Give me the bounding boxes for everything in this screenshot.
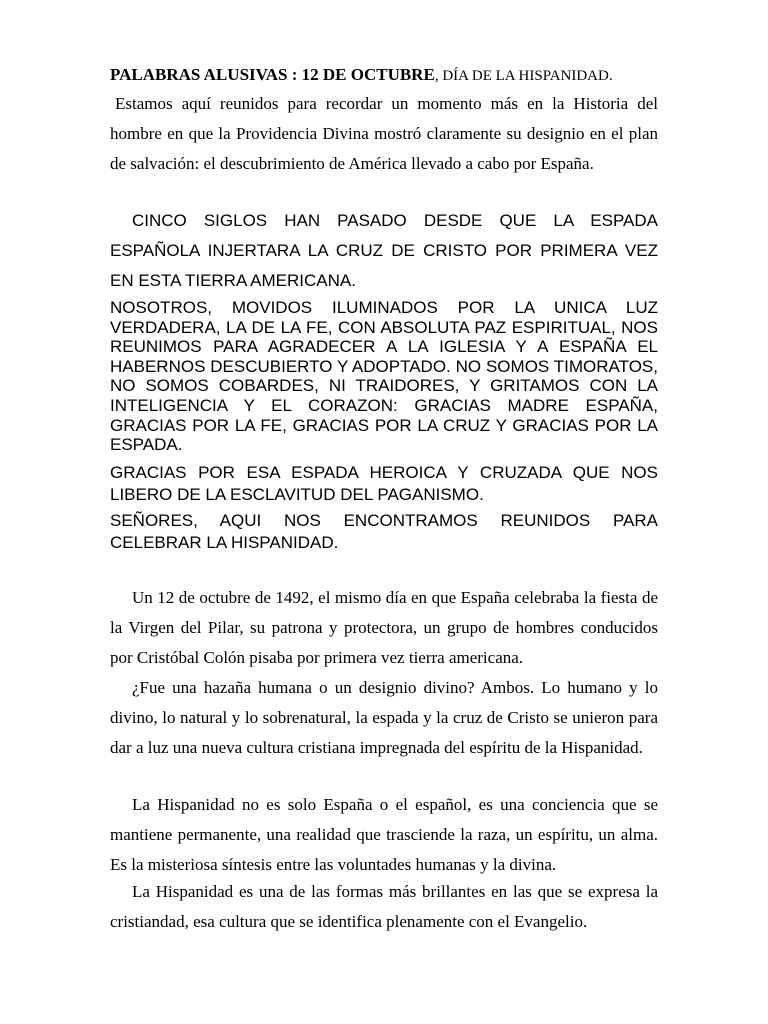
document-title: [110, 63, 658, 88]
paragraph-12-octubre: Un 12 de octubre de 1492, el mismo día en que España celebraba la fiesta de la Virgen del Pilar, su patrona y protectora, un grupo de hombres conducidos por Cristóbal Colón pisaba por primera vez tierra americana.: [110, 588, 658, 667]
title-suffix: , DÍA DE LA HISPANIDAD.: [434, 68, 613, 84]
paragraph-hazana: ¿Fue una hazaña humana o un designio divino? Ambos. Lo humano y lo divino, lo natural y lo sobrenatural, la espada y la cruz de Cristo se unieron para dar a luz una nueva cultura cristiana impregnada del espíritu de la Hispanidad.: [110, 678, 658, 757]
paragraph-nosotros: NOSOTROS, MOVIDOS ILUMINADOS POR LA UNICA LUZ VERDADERA, LA DE LA FE, CON ABSOLUTA PAZ ESPIRITUAL, NOS REUNIMOS PARA AGRADECER A LA IGLESIA Y A ESPAÑA EL HABERNOS DESCUBIERTO Y ADOPTADO. NO SOMOS TIMORATOS, NO SOMOS COBARDES, NI TRAIDORES, Y GRITAMOS CON LA INTELIGENCIA Y EL CORAZON: GRACIAS MADRE ESPAÑA, GRACIAS POR LA FE, GRACIAS POR LA CRUZ Y GRACIAS POR LA ESPADA.: [110, 298, 658, 455]
paragraph-cinco-siglos: CINCO SIGLOS HAN PASADO DESDE QUE LA ESPADA ESPAÑOLA INJERTARA LA CRUZ DE CRISTO POR PRIMERA VEZ EN ESTA TIERRA AMERICANA.: [110, 211, 658, 290]
paragraph-intro: Estamos aquí reunidos para recordar un momento más en la Historia del hombre en que la Providencia Divina mostró claramente su designio en el plan de salvación: el descubrimiento de América llevado a cabo por España.: [110, 94, 658, 173]
paragraph-hispanidad-conciencia: La Hispanidad no es solo España o el español, es una conciencia que se mantiene permanente, una realidad que trasciende la raza, un espíritu, un alma. Es la misteriosa síntesis entre las voluntades humanas y la divina.: [110, 795, 658, 874]
title-main: PALABRAS ALUSIVAS : 12 DE OCTUBRE: [110, 65, 435, 84]
paragraph-senores: SEÑORES, AQUI NOS ENCONTRAMOS REUNIDOS PARA CELEBRAR LA HISPANIDAD.: [110, 511, 658, 552]
paragraph-gracias-espada: GRACIAS POR ESA ESPADA HEROICA Y CRUZADA QUE NOS LIBERO DE LA ESCLAVITUD DEL PAGANISMO.: [110, 463, 658, 504]
paragraph-hispanidad-cristiandad: La Hispanidad es una de las formas más brillantes en las que se expresa la cristiandad, esa cultura que se identifica plenamente con el Evangelio.: [110, 882, 658, 931]
